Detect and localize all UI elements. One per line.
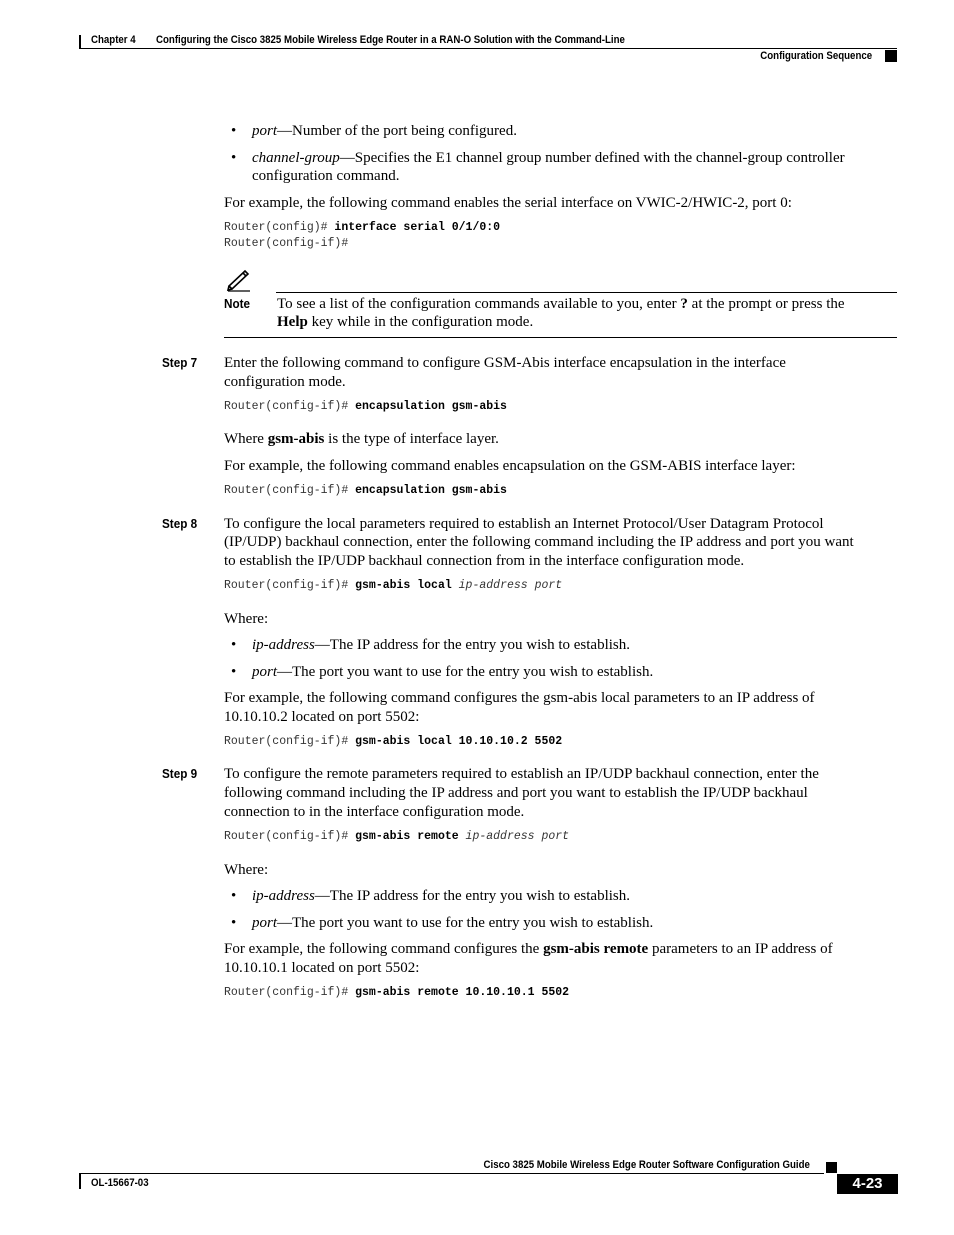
list-item: port—The port you want to use for the entry you wish to establish. xyxy=(252,664,654,680)
paragraph: For example, the following command configures the gsm-abis local parameters to an IP address of xyxy=(224,690,815,706)
code-line: Router(config)# interface serial 0/1/0:0 xyxy=(224,221,501,234)
list-item: ip-address—The IP address for the entry you wish to establish. xyxy=(252,637,631,653)
step-text: to establish the IP/UDP backhaul connection from in the interface configuration mode. xyxy=(224,553,745,569)
header-rule xyxy=(79,48,897,49)
step-text: configuration mode. xyxy=(224,374,346,390)
paragraph: 10.10.10.1 located on port 5502: xyxy=(224,960,420,976)
step-label: Step 9 xyxy=(162,766,198,781)
code-line: Router(config-if)# gsm-abis local 10.10.10.2 5502 xyxy=(224,735,563,748)
step-label: Step 8 xyxy=(162,516,198,531)
bullet-dot: • xyxy=(231,150,237,166)
footer-marker xyxy=(826,1162,837,1173)
paragraph: For example, the following command enables encapsulation on the GSM-ABIS interface layer: xyxy=(224,458,796,474)
step-text: (IP/UDP) backhaul connection, enter the following command including the IP address and port you want xyxy=(224,534,854,550)
list-item: channel-group—Specifies the E1 channel group number defined with the channel-group controller xyxy=(252,150,845,166)
bullet-dot: • xyxy=(231,888,237,904)
paragraph: Where: xyxy=(224,862,269,878)
paragraph: 10.10.10.2 located on port 5502: xyxy=(224,709,420,725)
bullet-dot: • xyxy=(231,123,237,139)
list-item: port—Number of the port being configured. xyxy=(252,123,517,139)
step-label: Step 7 xyxy=(162,355,198,370)
list-item: ip-address—The IP address for the entry you wish to establish. xyxy=(252,888,631,904)
step-text: Enter the following command to configure GSM-Abis interface encapsulation in the interface xyxy=(224,355,786,371)
step-text: connection to in the interface configuration mode. xyxy=(224,804,525,820)
list-item-continuation: configuration command. xyxy=(252,168,400,184)
bullet-dot: • xyxy=(231,664,237,680)
chapter-title: Configuring the Cisco 3825 Mobile Wireless Edge Router in a RAN-O Solution with the Command-Line xyxy=(156,34,625,46)
doc-number: OL-15667-03 xyxy=(91,1177,149,1189)
page-number: 4-23 xyxy=(837,1174,898,1194)
note-label: Note xyxy=(224,296,251,311)
code-line: Router(config-if)# gsm-abis remote 10.10.10.1 5502 xyxy=(224,986,570,999)
code-line: Router(config-if)# gsm-abis local ip-address port xyxy=(224,579,563,592)
section-title: Configuration Sequence xyxy=(760,50,872,62)
note-text: Help key while in the configuration mode. xyxy=(277,314,534,330)
header-rule-vertical xyxy=(79,35,81,49)
code-line: Router(config-if)# encapsulation gsm-abis xyxy=(224,484,507,497)
paragraph: Where gsm-abis is the type of interface layer. xyxy=(224,431,499,447)
pencil-icon xyxy=(226,268,252,292)
step-text: following command including the IP address and port you want to establish the IP/UDP backhaul xyxy=(224,785,808,801)
paragraph: For example, the following command enables the serial interface on VWIC-2/HWIC-2, port 0: xyxy=(224,195,792,211)
step-text: To configure the remote parameters required to establish an IP/UDP backhaul connection, enter the xyxy=(224,766,819,782)
code-line: Router(config-if)# gsm-abis remote ip-address port xyxy=(224,830,570,843)
bullet-dot: • xyxy=(231,637,237,653)
footer-rule-vertical xyxy=(79,1173,81,1189)
footer-rule xyxy=(79,1173,824,1174)
paragraph: For example, the following command configures the gsm-abis remote parameters to an IP address of xyxy=(224,941,833,957)
header-marker xyxy=(885,50,897,62)
note-text: To see a list of the configuration commands available to you, enter ? at the prompt or press the xyxy=(277,296,845,312)
note-rule-top xyxy=(276,292,897,293)
note-rule-bottom xyxy=(224,337,897,338)
code-line: Router(config-if)# xyxy=(224,237,349,250)
code-line: Router(config-if)# encapsulation gsm-abis xyxy=(224,400,507,413)
paragraph: Where: xyxy=(224,611,269,627)
chapter-label: Chapter 4 xyxy=(91,34,136,46)
list-item: port—The port you want to use for the entry you wish to establish. xyxy=(252,915,654,931)
step-text: To configure the local parameters required to establish an Internet Protocol/User Datagram Protocol xyxy=(224,516,824,532)
guide-title: Cisco 3825 Mobile Wireless Edge Router Software Configuration Guide xyxy=(483,1159,810,1171)
bullet-dot: • xyxy=(231,915,237,931)
